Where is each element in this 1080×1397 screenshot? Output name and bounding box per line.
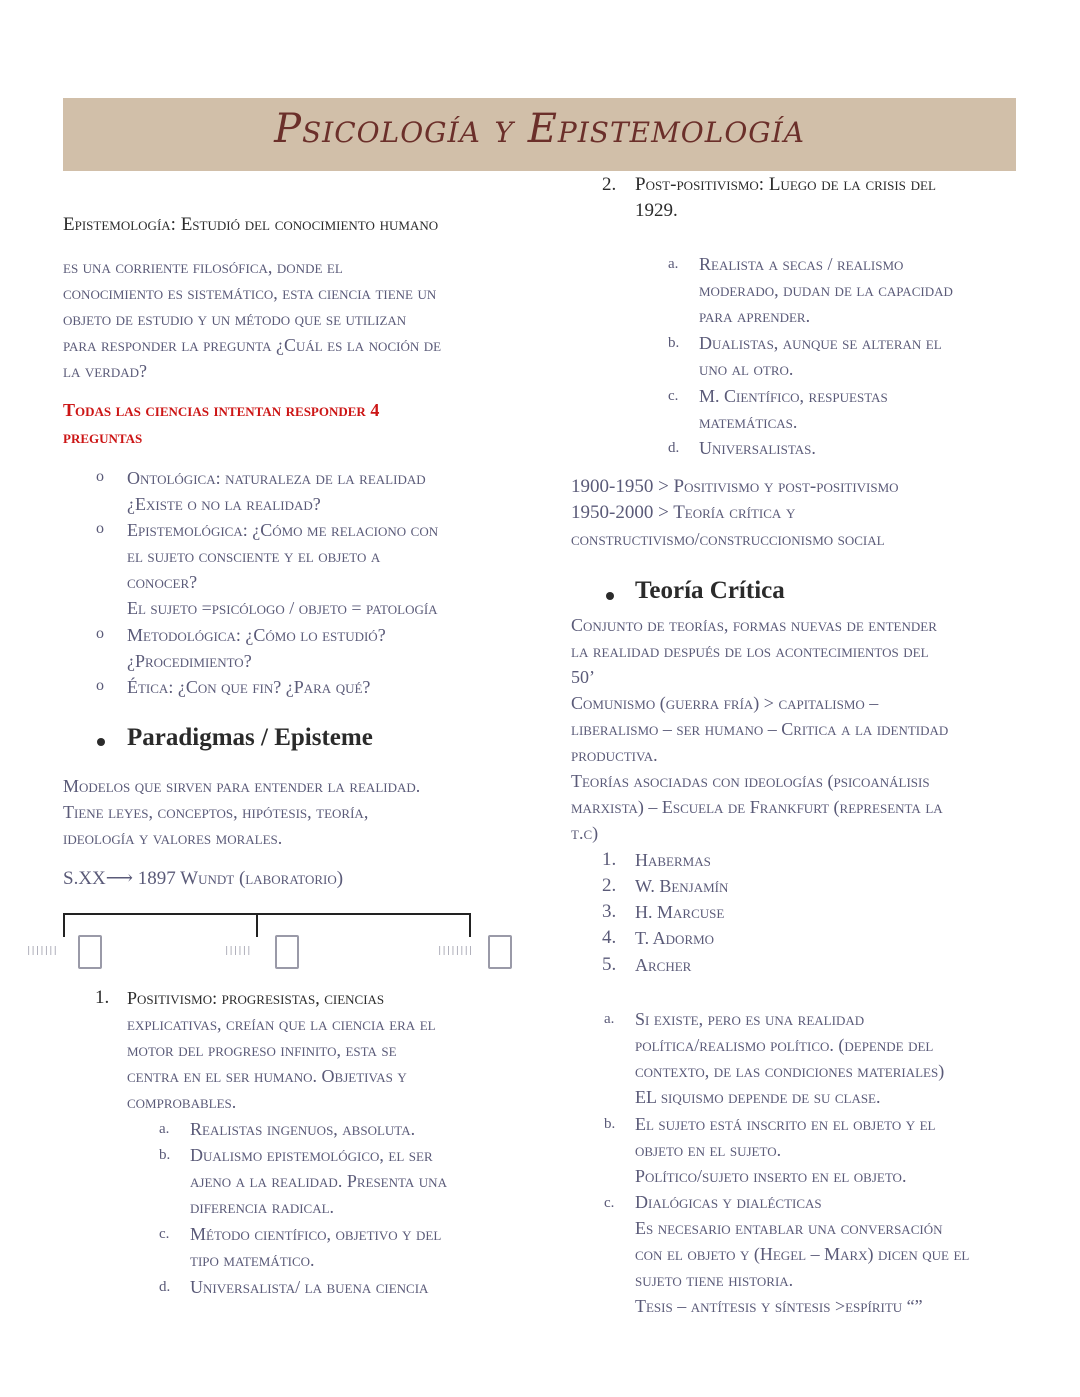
teoria-paragraph: [571, 612, 1031, 846]
list-item: [190, 1116, 510, 1142]
bullet-symbol: o: [96, 520, 104, 537]
bullet-symbol: o: [96, 625, 104, 642]
list-number: 5.: [602, 954, 617, 975]
list-item: [635, 1189, 1030, 1319]
text-line: moderado, dudan de la capacidad: [699, 280, 953, 300]
text-line: marxista) – Escuela de Frankfurt (representa la: [571, 797, 943, 817]
list-number: 2.: [602, 174, 617, 195]
text-line: M. Científico, respuestas: [699, 386, 888, 406]
text-line: ¿Existe o no la realidad?: [127, 494, 321, 514]
text-line: motor del progreso infinito, esta se: [127, 1040, 397, 1060]
text-line: Político/sujeto inserto en el objeto.: [635, 1166, 907, 1186]
text-line: liberalismo – ser humano – Critica a la identidad: [571, 719, 949, 739]
bullet-dot: [606, 592, 614, 600]
text-line: ¿Procedimiento?: [127, 651, 252, 671]
paradigmas-paragraph: [63, 773, 523, 851]
bullet-symbol: o: [96, 677, 104, 694]
list-letter: b.: [668, 335, 680, 351]
timeline-label: [63, 866, 343, 892]
text-line: t.c): [571, 823, 599, 843]
autor-name: H. Marcuse: [635, 902, 725, 922]
list-item: [699, 251, 1019, 329]
text-line: Tesis – antítesis y síntesis >espíritu “”: [635, 1296, 923, 1316]
text-line: con el objeto y (Hegel – Marx) dicen que el: [635, 1244, 970, 1264]
text-line: tipo matemático.: [190, 1250, 315, 1270]
text-line: política/realismo político. (depende del: [635, 1035, 934, 1055]
text-line: Teorías asociadas con ideologías (psicoanálisis: [571, 771, 930, 791]
autor-name: Habermas: [635, 850, 711, 870]
text-line: Metodológica: ¿Cómo lo estudió?: [127, 625, 386, 645]
list-item: [127, 674, 527, 700]
document-icon: [488, 935, 512, 969]
text-line: Conjunto de teorías, formas nuevas de entender: [571, 615, 937, 635]
list-letter: b.: [604, 1116, 616, 1132]
title-banner: [63, 98, 1016, 171]
list-item: [190, 1274, 510, 1300]
text-line: Método científico, objetivo y del: [190, 1224, 442, 1244]
text-line: uno al otro.: [699, 359, 794, 379]
list-letter: d.: [159, 1279, 171, 1295]
text-line: El sujeto =psicólogo / objeto = patología: [127, 598, 438, 618]
timeline-bar: [63, 913, 471, 915]
bullet-dot: [97, 738, 105, 746]
text-line: para responder la pregunta ¿Cuál es la noción de: [63, 335, 442, 355]
list-letter: a.: [668, 256, 679, 272]
barcode-icon: |||||||: [26, 946, 57, 956]
document-icon: [78, 935, 102, 969]
list-number: 4.: [602, 927, 617, 948]
list-letter: b.: [159, 1147, 171, 1163]
text-line: ideología y valores morales.: [63, 828, 283, 848]
text-line: Realista a secas / realismo: [699, 254, 904, 274]
epistemologia-heading: Epistemología: Estudió del conocimiento humano: [63, 214, 439, 235]
list-number: 3.: [602, 901, 617, 922]
barcode-icon: ||||||: [224, 946, 251, 956]
list-number: 1.: [602, 849, 617, 870]
post-positivismo-heading: [635, 172, 1025, 224]
text-line: Universalistas.: [699, 438, 816, 458]
text-line: 1929.: [635, 200, 678, 221]
timeline-prefix: S.XX: [63, 868, 106, 889]
list-item: [190, 1142, 510, 1220]
text-line: Realistas ingenuos, absoluta.: [190, 1119, 416, 1139]
autor-name: T. Adormo: [635, 928, 715, 948]
list-number: 1.: [95, 987, 110, 1008]
timeline-tick: [256, 913, 258, 937]
list-item: [699, 383, 1019, 435]
text-line: preguntas: [63, 427, 143, 447]
list-item: [127, 622, 527, 674]
text-line: centra en el ser humano. Objetivas y: [127, 1066, 407, 1086]
text-line: ajeno a la realidad. Presenta una: [190, 1171, 447, 1191]
text-line: Tiene leyes, conceptos, hipótesis, teoría,: [63, 802, 369, 822]
list-item: [635, 1006, 1030, 1110]
timeline-tick: [469, 913, 471, 937]
bullet-symbol: o: [96, 468, 104, 485]
periods-block: [571, 474, 1031, 552]
teoria-critica-title: Teoría Crítica: [635, 577, 785, 604]
text-line: el sujeto consciente y el objeto a: [127, 546, 381, 566]
text-line: El sujeto está inscrito en el objeto y el: [635, 1114, 936, 1134]
text-line: Epistemológica: ¿Cómo me relaciono con: [127, 520, 439, 540]
text-line: productiva.: [571, 745, 658, 765]
text-line: Positivismo: progresistas, ciencias: [127, 988, 385, 1008]
text-line: para aprender.: [699, 306, 811, 326]
text-line: Ética: ¿Con que fin? ¿Para qué?: [127, 677, 371, 697]
text-line: conocer?: [127, 572, 198, 592]
page-title: Psicología y Epistemología: [274, 106, 805, 152]
list-item: [127, 517, 527, 621]
list-number: 2.: [602, 875, 617, 896]
list-letter: d.: [668, 440, 680, 456]
list-item: [699, 435, 1019, 461]
intro-paragraph: [63, 254, 523, 384]
text-line: diferencia radical.: [190, 1197, 335, 1217]
period-line: constructivismo/construccionismo social: [571, 529, 885, 549]
period-line: 1900-1950 > Positivismo y post-positivismo: [571, 476, 899, 497]
document-icon: [275, 935, 299, 969]
positivismo-paragraph: [127, 985, 507, 1115]
list-letter: a.: [159, 1121, 170, 1137]
text-line: Dualistas, aunque se alteran el: [699, 333, 942, 353]
text-line: Dialógicas y dialécticas: [635, 1192, 822, 1212]
text-line: Dualismo epistemológico, el ser: [190, 1145, 433, 1165]
text-line: EL siquismo depende de su clase.: [635, 1087, 881, 1107]
text-line: Si existe, pero es una realidad: [635, 1009, 865, 1029]
text-line: Modelos que sirven para entender la realidad.: [63, 776, 421, 796]
timeline-text: 1897 Wundt (laboratorio): [137, 868, 344, 889]
barcode-icon: ||||||||: [437, 946, 473, 956]
list-letter: a.: [604, 1011, 615, 1027]
text-line: sujeto tiene historia.: [635, 1270, 794, 1290]
text-line: la realidad después de los acontecimientos del: [571, 641, 929, 661]
arrow-icon: ⟶: [105, 868, 134, 889]
text-line: contexto, de las condiciones materiales): [635, 1061, 945, 1081]
text-line: 50’: [571, 667, 595, 687]
text-line: objeto en el sujeto.: [635, 1140, 782, 1160]
text-line: explicativas, creían que la ciencia era el: [127, 1014, 436, 1034]
list-item: [699, 330, 1019, 382]
autor-name: W. Benjamín: [635, 876, 729, 896]
period-line: 1950-2000 > Teoría crítica y: [571, 502, 796, 523]
text-line: la verdad?: [63, 361, 147, 381]
list-letter: c.: [159, 1226, 170, 1242]
text-line: es una corriente filosófica, donde el: [63, 257, 343, 277]
text-line: Es necesario entablar una conversación: [635, 1218, 943, 1238]
list-item: [635, 1111, 1030, 1189]
list-item: [190, 1221, 510, 1273]
autor-name: Archer: [635, 955, 692, 975]
list-letter: c.: [668, 388, 679, 404]
text-line: Ontológica: naturaleza de la realidad: [127, 468, 426, 488]
text-line: objeto de estudio y un método que se utilizan: [63, 309, 407, 329]
text-line: Comunismo (guerra fría) > capitalismo –: [571, 693, 879, 713]
timeline-tick: [63, 913, 65, 937]
list-letter: c.: [604, 1195, 615, 1211]
text-line: Post-positivismo: Luego de la crisis del: [635, 174, 936, 195]
text-line: Universalista/ la buena ciencia: [190, 1277, 429, 1297]
text-line: matemáticas.: [699, 412, 798, 432]
text-line: conocimiento es sistemático, esta ciencia tiene un: [63, 283, 437, 303]
list-item: [127, 465, 527, 517]
text-line: comprobables.: [127, 1092, 237, 1112]
red-note: [63, 397, 379, 451]
text-line: Todas las ciencias intentan responder 4: [63, 400, 380, 420]
paradigmas-title: Paradigmas / Episteme: [127, 724, 373, 751]
